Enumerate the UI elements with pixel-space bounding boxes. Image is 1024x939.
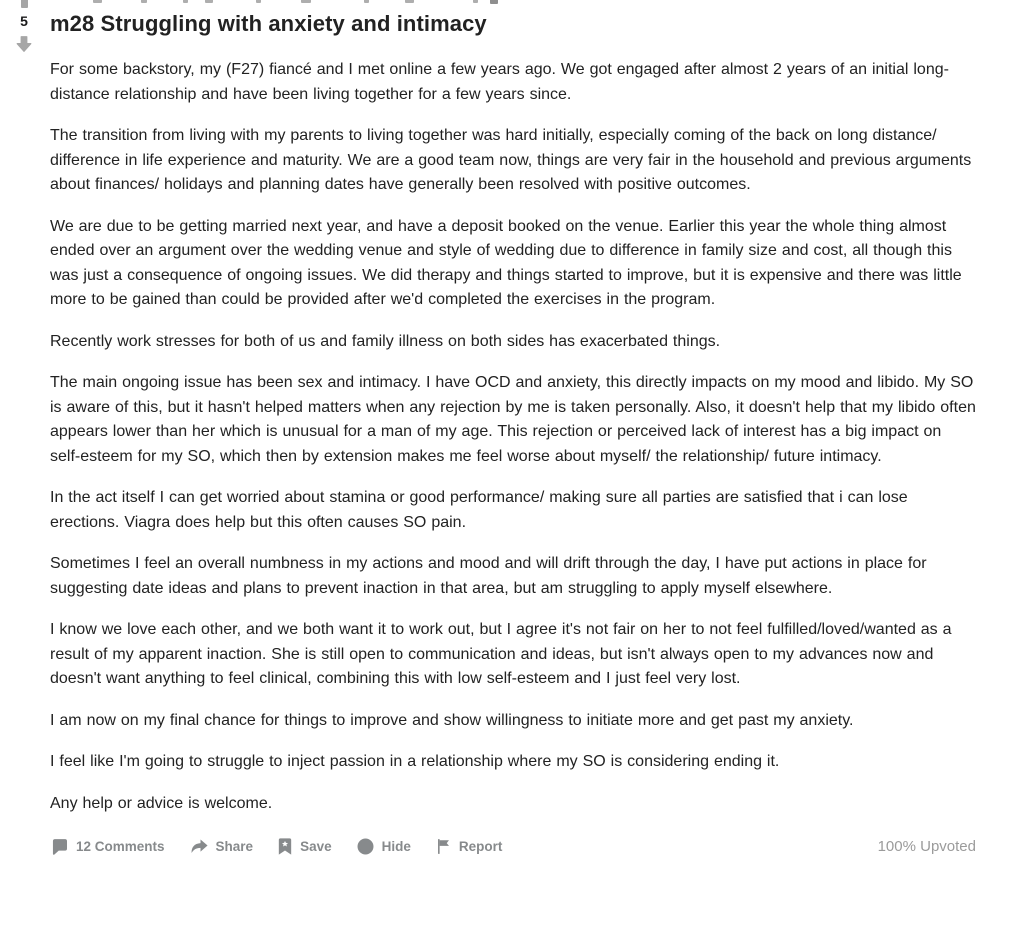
share-label: Share — [215, 838, 254, 854]
comment-icon — [50, 837, 69, 856]
downvote-icon — [14, 34, 34, 54]
hide-label: Hide — [381, 838, 411, 854]
post-paragraph: The main ongoing issue has been sex and intimacy. I have OCD and anxiety, this directly impacts on my mood and libido. My SO is aware of this, but it hasn't helped matters when any rejection by me is taken personally. Also, it doesn't help that my libido often appears lower than her which is unusual for a man of my age. This rejection or perceived lack of interest has a big impact on self-esteem for my SO, which then by extension makes me feel worse about myself/ the relationship/ future intimacy. — [50, 374, 976, 465]
share-button[interactable] — [189, 833, 254, 860]
hide-icon — [356, 837, 375, 856]
report-label: Report — [458, 838, 503, 854]
share-icon — [189, 837, 209, 856]
post-paragraph: In the act itself I can get worried about stamina or good performance/ making sure all parties are satisfied that i can lose erections. Viagra does help but this often causes SO pain. — [50, 489, 908, 531]
comments-label: 12 Comments — [76, 838, 165, 854]
comments-button[interactable] — [50, 833, 165, 860]
post-action-bar — [50, 833, 976, 860]
clipped-metadata-remnant — [0, 0, 1024, 4]
post-paragraph: Sometimes I feel an overall numbness in my actions and mood and will drift through the day, I have put actions in place for suggesting date ideas and plans to prevent inaction in that area, but am struggling to apply myself elsewhere. — [50, 555, 927, 597]
post-paragraph: I feel like I'm going to struggle to inject passion in a relationship where my SO is considering ending it. — [50, 753, 780, 770]
post-paragraph: We are due to be getting married next year, and have a deposit booked on the venue. Earlier this year the whole thing almost ended over an argument over the wedding venue and style of wedding due to difference in family size and cost, all though this was just a consequence of ongoing issues. We did therapy and things started to improve, but it is expensive and there was little more to be gained than could be provided after we'd completed the exercises in the program. — [50, 217, 962, 308]
post-paragraph: Any help or advice is welcome. — [50, 794, 273, 812]
post-body — [50, 58, 976, 816]
post-title: m28 Struggling with anxiety and intimacy — [50, 11, 487, 36]
post-content — [42, 0, 1024, 860]
post-paragraph: The transition from living with my parents to living together was hard initially, especially coming of the back on long distance/ difference in life experience and maturity. We are a good team now, things are very fair in the household and previous arguments about finances/ holidays and planning dates have generally been resolved with positive outcomes. — [50, 127, 972, 193]
upvote-ratio: 100% Upvoted — [877, 838, 976, 855]
vote-column — [6, 0, 42, 860]
hide-button[interactable] — [356, 833, 411, 860]
save-button[interactable] — [277, 833, 332, 860]
post-paragraph: For some backstory, my (F27) fiancé and I met online a few years ago. We got engaged after almost 2 years of an initial long-distance relationship and have been living together for a few years since. — [50, 61, 949, 103]
post-paragraph: I am now on my final chance for things to improve and show willingness to initiate more and get past my anxiety. — [50, 711, 854, 729]
save-icon — [277, 837, 293, 856]
post-paragraph: Recently work stresses for both of us and family illness on both sides has exacerbated things. — [50, 332, 721, 350]
report-icon — [435, 837, 452, 856]
vote-count: 5 — [20, 13, 28, 29]
downvote-button[interactable] — [14, 34, 34, 54]
report-button[interactable] — [435, 833, 503, 860]
save-label: Save — [300, 838, 332, 854]
post-paragraph: I know we love each other, and we both want it to work out, but I agree it's not fair on her to not feel fulfilled/loved/wanted as a result of my apparent inaction. She is still open to communication and ideas, but isn't always open to my advances now and doesn't want anything to feel clinical, combining this with low self-esteem and I just feel very lost. — [50, 621, 952, 687]
